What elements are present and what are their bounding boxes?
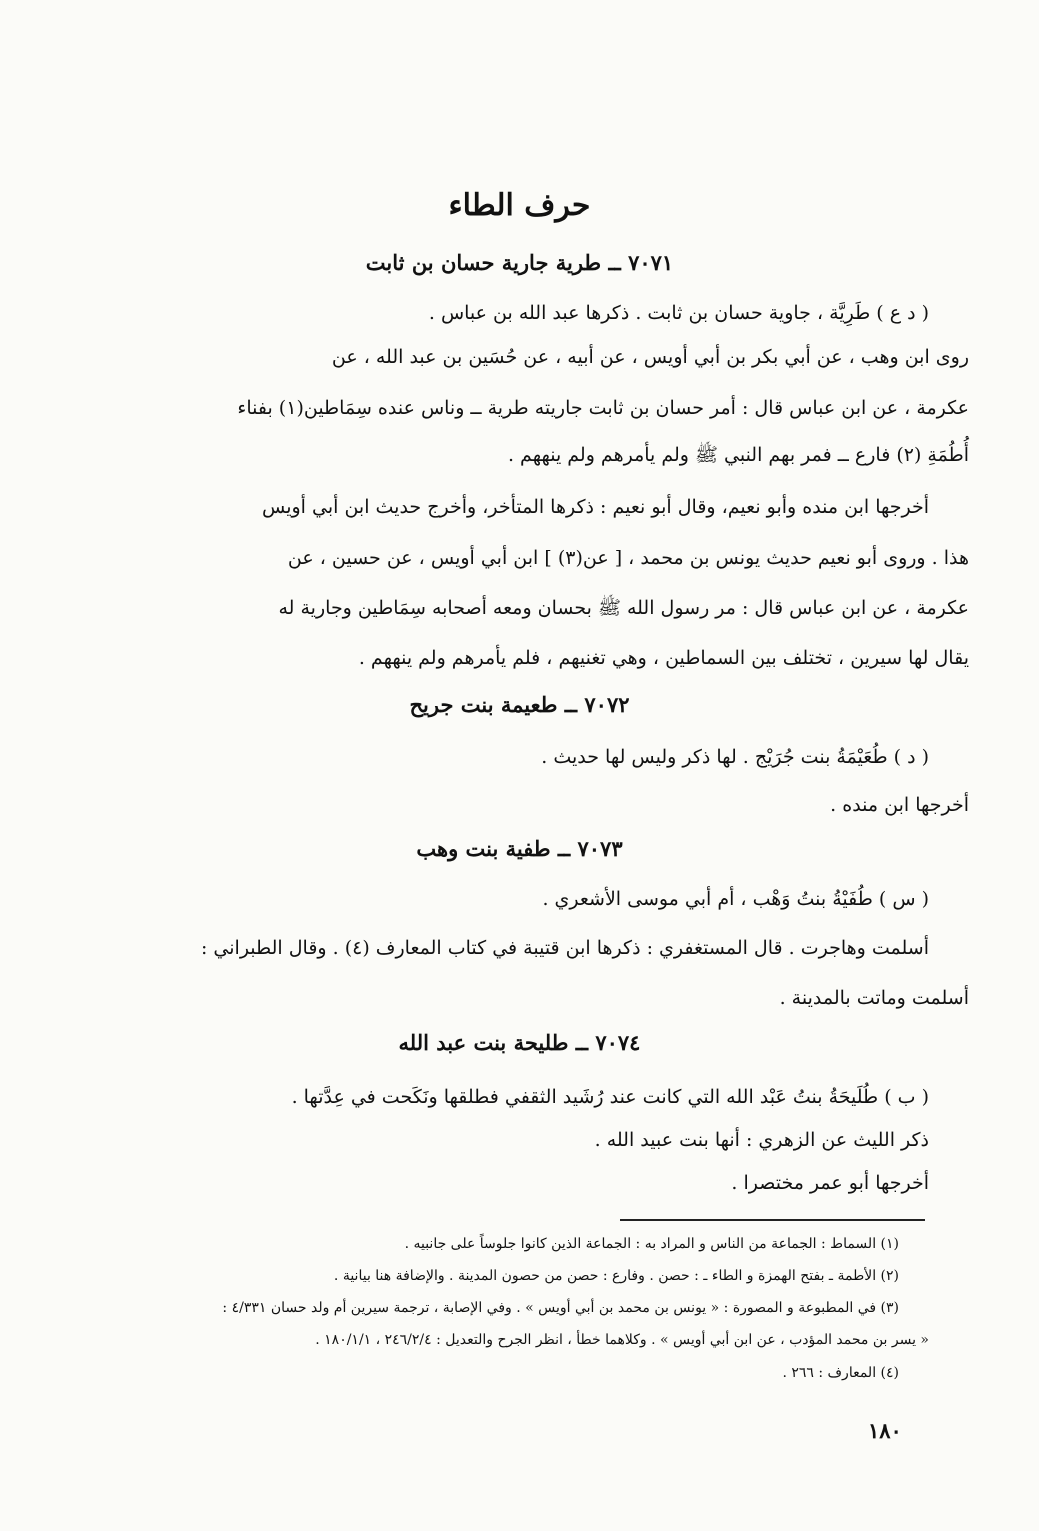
entry-text-line: روى ابن وهب ، عن أبي بكر بن أبي أويس ، عن أبيه ، عن حُسَين بن عبد الله ، عن — [331, 346, 969, 368]
entry-text-line: هذا . وروى أبو نعيم حديث يونس بن محمد ، [ عن(٣) ] ابن أبي أويس ، عن حسين ، عن — [287, 547, 969, 569]
footnote: (٤) المعارف : ٢٦٦ . — [782, 1365, 899, 1381]
entry-text-line: عكرمة ، عن ابن عباس قال : مر رسول الله ﷺ بحسان ومعه أصحابه سِمَاطين وجارية له — [278, 597, 969, 619]
entry-title-7072: ٧٠٧٢ ــ طعيمة بنت جريح — [409, 692, 630, 717]
entry-text-line: أخرجها ابن منده . — [830, 794, 969, 816]
entry-text-line: أُطُمَةِ (٢) فارع ــ فمر بهم النبي ﷺ ولم يأمرهم ولم ينههم . — [507, 444, 969, 466]
entry-text-line: أخرجها ابن منده وأبو نعيم، وقال أبو نعيم : ذكرها المتأخر، وأخرج حديث ابن أبي أويس — [262, 496, 929, 518]
footnote: (٢) الأطمة ـ بفتح الهمزة و الطاء ـ : حصن . وفارع : حصن من حصون المدينة . والإضافة هنا بيانية . — [333, 1268, 899, 1284]
entry-text-line: أسلمت وهاجرت . قال المستغفري : ذكرها ابن قتيبة في كتاب المعارف (٤) . وقال الطبراني : — [200, 937, 929, 959]
footnote: (١) السماط : الجماعة من الناس و المراد به : الجماعة الذين كانوا جلوساً على جانبيه . — [404, 1236, 899, 1252]
footnote: (٣) في المطبوعة و المصورة : « يونس بن محمد بن أبي أويس » . وفي الإصابة ، ترجمة سيرين أم ولد حسان ٤/٣٣١ : — [222, 1300, 899, 1316]
entry-title-7074: ٧٠٧٤ ــ طليحة بنت عبد الله — [398, 1030, 641, 1055]
entry-text-line: ( د ع ) طَرِيَّة ، جاوية حسان بن ثابت . ذكرها عبد الله بن عباس . — [428, 302, 929, 324]
entry-title-7073: ٧٠٧٣ ــ طفية بنت وهب — [416, 836, 623, 861]
chapter-title: حرف الطاء — [448, 188, 591, 223]
entry-text-line: عكرمة ، عن ابن عباس قال : أمر حسان بن ثابت جاريته طرية ــ وناس عنده سِمَاطين(١) بفناء — [237, 397, 969, 419]
entry-text-line: يقال لها سيرين ، تختلف بين السماطين ، وهي تغنيهم ، فلم يأمرهم ولم ينههم . — [358, 647, 969, 669]
entry-text-line: ( س ) طُفَيْةُ بنتُ وَهْب ، أم أبي موسى الأشعري . — [542, 888, 929, 910]
entry-text-line: ( د ) طُعَيْمَةُ بنت جُرَيْج . لها ذكر وليس لها حديث . — [541, 746, 929, 768]
entry-text-line: ذكر الليث عن الزهري : أنها بنت عبيد الله . — [594, 1129, 929, 1151]
footnote-divider — [620, 1219, 925, 1221]
page-number: ١٨٠ — [868, 1418, 902, 1443]
entry-title-7071: ٧٠٧١ ــ طرية جارية حسان بن ثابت — [365, 250, 674, 275]
entry-text-line: أسلمت وماتت بالمدينة . — [779, 987, 969, 1009]
entry-text-line: ( ب ) طُلَيحَةُ بنتُ عَبْد الله التي كانت عند رُشَيد الثقفي فطلقها ونَكَحت في عِدَّتها . — [291, 1086, 929, 1108]
entry-text-line: أخرجها أبو عمر مختصرا . — [731, 1172, 929, 1194]
footnote: « يسر بن محمد المؤدب ، عن ابن أبي أويس » . وكلاهما خطأ ، انظر الجرح والتعديل : ٢٤٦/٢/٤ ، ١٨٠/١/١ . — [315, 1332, 929, 1348]
